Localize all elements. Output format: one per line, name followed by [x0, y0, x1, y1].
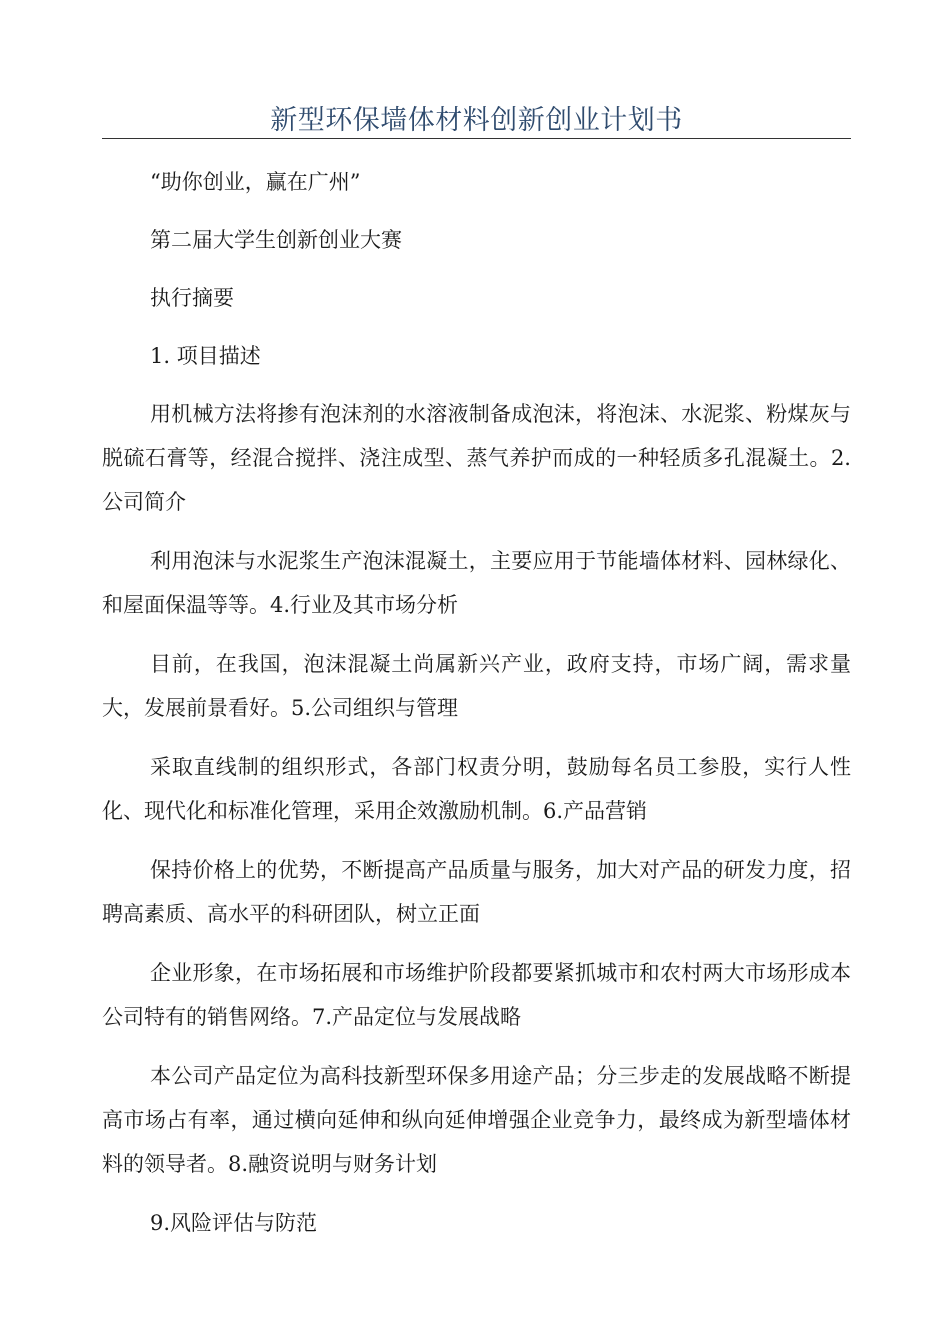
- body-paragraph: 企业形象，在市场拓展和市场维护阶段都要紧抓城市和农村两大市场形成本公司特有的销售网络。7.产品定位与发展战略: [102, 961, 851, 1029]
- slogan-paragraph: “助你创业，赢在广州”: [150, 170, 361, 194]
- executive-summary-heading: 执行摘要: [150, 286, 234, 310]
- risk-assessment-heading: 9.风险评估与防范: [150, 1211, 318, 1235]
- document-title: 新型环保墙体材料创新创业计划书: [270, 105, 683, 136]
- body-paragraph: 本公司产品定位为高科技新型环保多用途产品；分三步走的发展战略不断提高市场占有率，通过横向延伸和纵向延伸增强企业竞争力，最终成为新型墙体材料的领导者。8.融资说明与财务计划: [102, 1064, 851, 1176]
- document-body: [102, 160, 851, 1259]
- project-description-heading: 1. 项目描述: [150, 344, 261, 368]
- competition-paragraph: 第二届大学生创新创业大赛: [150, 228, 402, 252]
- body-paragraph: 保持价格上的优势，不断提高产品质量与服务，加大对产品的研发力度，招聘高素质、高水平的科研团队，树立正面: [102, 858, 851, 926]
- body-paragraph: 采取直线制的组织形式，各部门权责分明，鼓励每名员工参股，实行人性化、现代化和标准化管理，采用企效激励机制。6.产品营销: [102, 755, 851, 823]
- body-paragraph: 目前，在我国，泡沫混凝土尚属新兴产业，政府支持，市场广阔，需求量大，发展前景看好。5.公司组织与管理: [102, 652, 851, 720]
- body-paragraph: 利用泡沫与水泥浆生产泡沫混凝土，主要应用于节能墙体材料、园林绿化、和屋面保温等等。4.行业及其市场分析: [102, 549, 851, 617]
- document-header: [102, 104, 851, 139]
- body-paragraph: 用机械方法将掺有泡沫剂的水溶液制备成泡沫，将泡沫、水泥浆、粉煤灰与脱硫石膏等，经混合搅拌、浇注成型、蒸气养护而成的一种轻质多孔混凝土。2.公司简介: [102, 402, 851, 514]
